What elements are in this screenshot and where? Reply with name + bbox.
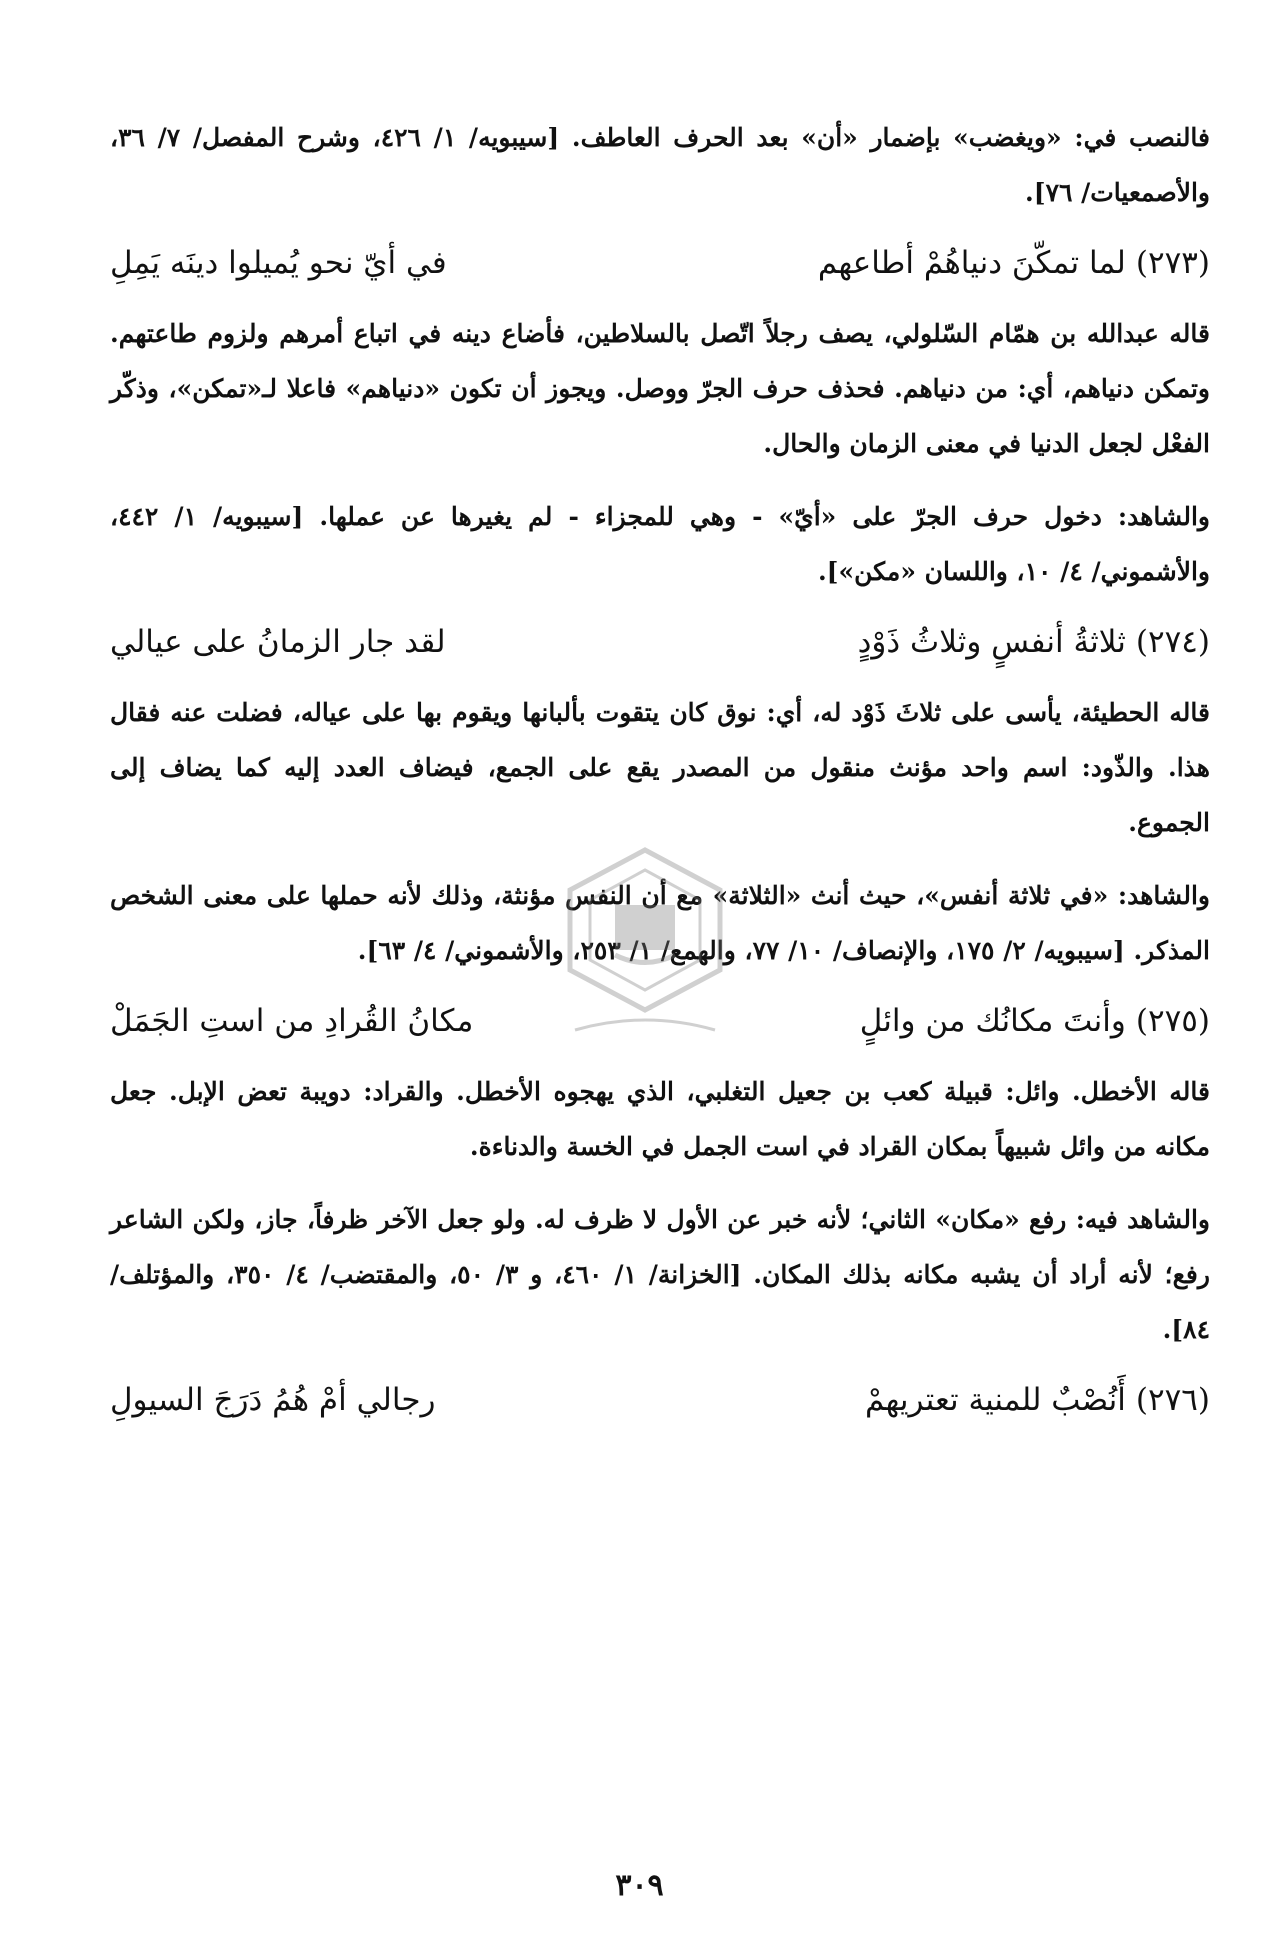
verse-hemistich-1: لما تمكّنَ دنياهُمْ أطاعهم: [817, 245, 1126, 281]
verse-hemistich-1: وأنتَ مكانُك من وائلٍ: [859, 1003, 1126, 1039]
verse-hemistich-1: أَنُصْبٌ للمنية تعتريهمْ: [865, 1382, 1126, 1418]
verse-number: (٢٧٣): [1135, 245, 1210, 281]
verse-hemistich-2: لقد جار الزمانُ على عيالي: [110, 624, 446, 660]
paragraph-6: قاله الأخطل. وائل: قبيلة كعب بن جعيل التغلبي، الذي يهجوه الأخطل. والقراد: دويبة تعض الإبل. جعل مكانه من وائل شبيهاً بمكان القراد في است الجمل في الخسة والدناءة.: [110, 1077, 1210, 1161]
paragraph-4: قاله الحطيئة، يأسى على ثلاثَ ذَوْد له، أي: نوق كان يتقوت بألبانها ويقوم بها على عياله، فضلت عنه فقال هذا. والذّود: اسم واحد مؤنث منقول من المصدر يقع على الجمع، فيضاف العدد إليه كما يضاف إلى الجموع.: [110, 698, 1210, 837]
verse-273: [110, 232, 1210, 294]
verse-hemistich-2: في أيّ نحو يُميلوا دينَه يَمِلِ: [110, 245, 447, 281]
paragraph-1: فالنصب في: «ويغضب» بإضمار «أن» بعد الحرف العاطف. [سيبويه/ ١/ ٤٢٦، وشرح المفصل/ ٧/ ٣٦، والأصمعيات/ ٧٦].: [110, 123, 1210, 207]
paragraph-5: والشاهد: «في ثلاثة أنفس»، حيث أنث «الثلاثة» مع أن النفس مؤنثة، وذلك لأنه حملها على معنى الشخص المذكر. [سيبويه/ ٢/ ١٧٥، والإنصاف/ ١٠/ ٧٧، والهمع/ ١/ ٢٥٣، والأشموني/ ٤/ ٦٣].: [110, 881, 1210, 965]
page-body: [110, 110, 1210, 1930]
verse-hemistich-1: ثلاثةُ أنفسٍ وثلاثُ ذَوْدٍ: [857, 624, 1126, 660]
paragraph-2: قاله عبدالله بن همّام السّلولي، يصف رجلاً اتّصل بالسلاطين، فأضاع دينه في اتباع أمرهم ولزوم طاعتهم. وتمكن دنياهم، أي: من دنياهم. فحذف حرف الجرّ ووصل. ويجوز أن تكون «دنياهم» فاعلا لـ«تمكن»، وذكّر الفعْل لجعل الدنيا في معنى الزمان والحال.: [110, 319, 1210, 458]
verse-number: (٢٧٦): [1135, 1382, 1210, 1418]
paragraph-3: والشاهد: دخول حرف الجرّ على «أيّ» - وهي للمجزاء - لم يغيرها عن عملها. [سيبويه/ ١/ ٤٤٢، والأشموني/ ٤/ ١٠، واللسان «مكن»].: [110, 502, 1210, 586]
verse-number: (٢٧٤): [1135, 624, 1210, 660]
verse-hemistich-2: مكانُ القُرادِ من استِ الجَمَلْ: [110, 1003, 474, 1039]
verse-276: [110, 1369, 1210, 1431]
verse-number: (٢٧٥): [1135, 1003, 1210, 1039]
page-number: ٣٠٩: [615, 1868, 664, 1903]
paragraph-7: والشاهد فيه: رفع «مكان» الثاني؛ لأنه خبر عن الأول لا ظرف له. ولو جعل الآخر ظرفاً، جاز، ولكن الشاعر رفع؛ لأنه أراد أن يشبه مكانه بذلك المكان. [الخزانة/ ١/ ٤٦٠، و ٣/ ٥٠، والمقتضب/ ٤/ ٣٥٠، والمؤتلف/ ٨٤].: [110, 1205, 1210, 1344]
verse-hemistich-2: رجالي أمْ هُمُ دَرَجَ السيولِ: [110, 1382, 436, 1418]
verse-275: [110, 990, 1210, 1052]
verse-274: [110, 611, 1210, 673]
